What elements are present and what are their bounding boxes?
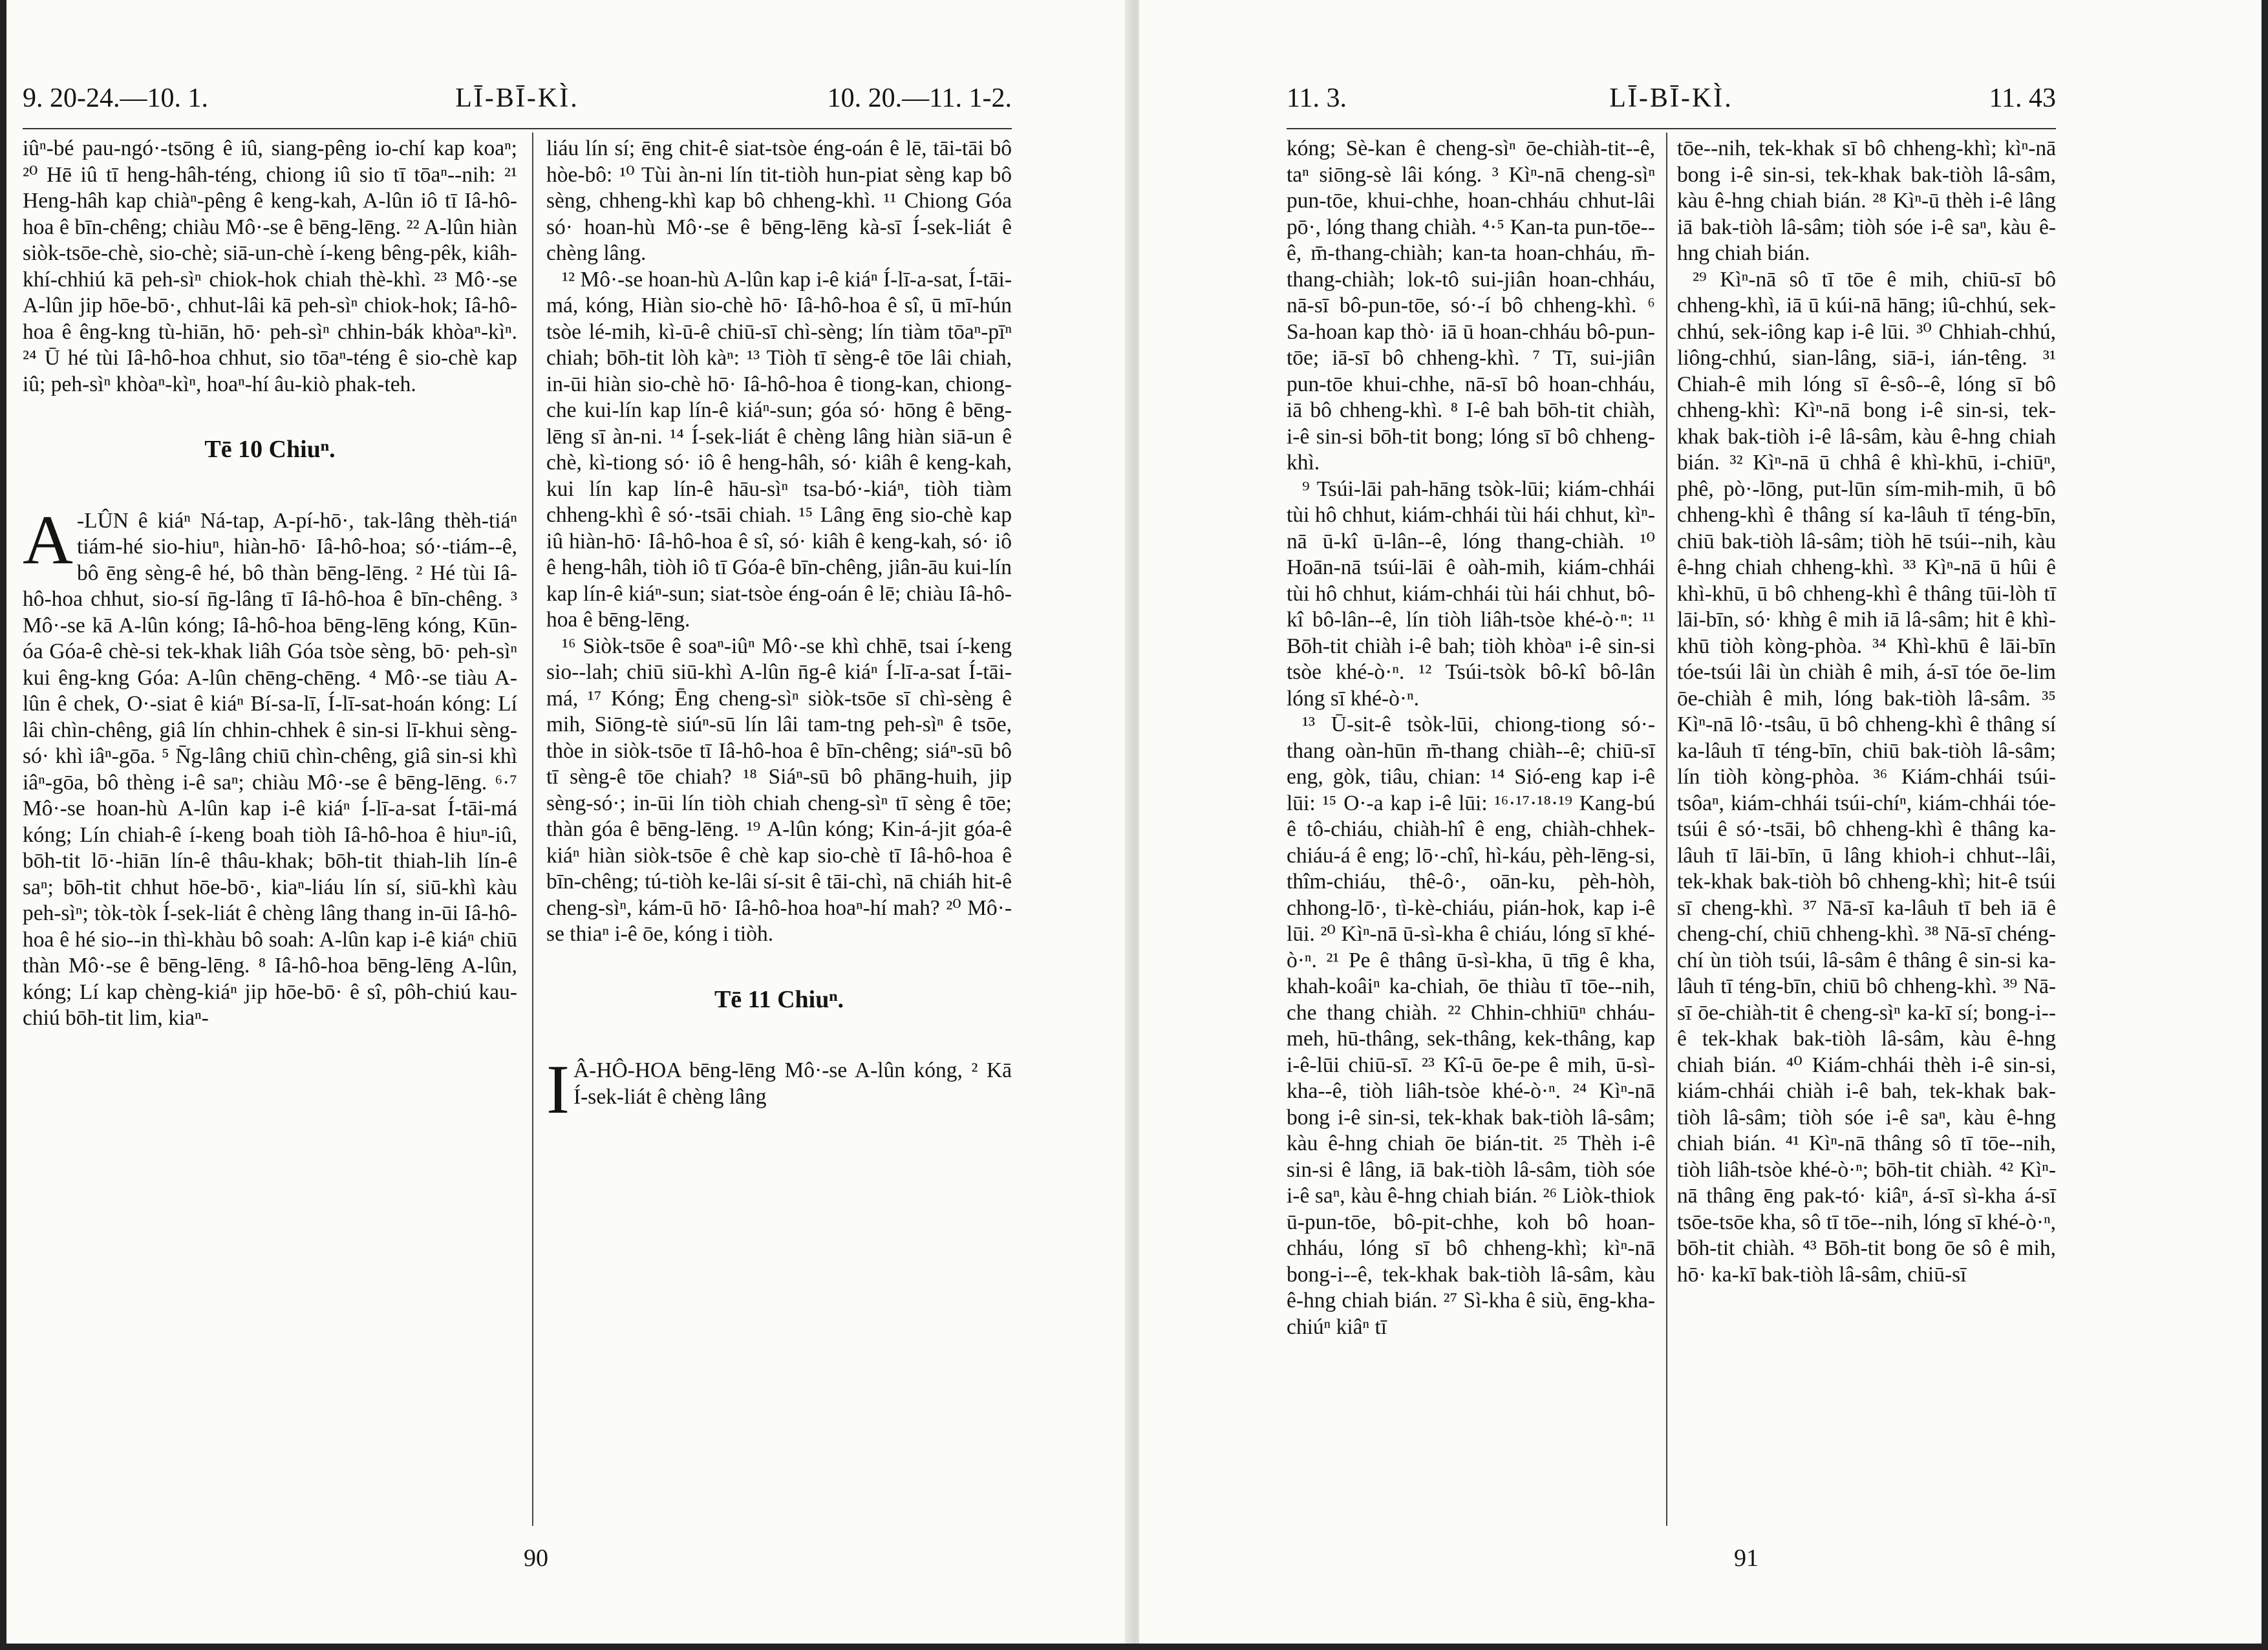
drop-cap: A [23, 501, 73, 579]
header-rule [1287, 128, 2056, 129]
drop-cap: I [546, 1051, 570, 1128]
chapter-heading: Tē 10 Chiuⁿ. [204, 436, 336, 463]
column-divider [1666, 133, 1667, 1526]
paragraph: iûⁿ-bé pau-ngó·-tsōng ê iû, siang-pêng io-chí kap koaⁿ; ²⁰ Hē iû tī heng-hâh-téng, chiong iû sio tī tōaⁿ--nih: ²¹ Heng-hâh kap chiàⁿ-pêng ê keng-kah, A-lûn iô tī Iâ-hô-hoa ê bīn-chêng; chiàu Mô·-se ê bēng-lēng. ²² A-lûn hiàn siòk-tsōe-chè, sio-chè; siā-un-chè í-keng bêng-pêk, kiâh-khí-chhiú kā peh-sìⁿ chiok-hok chiah thè-khì. ²³ Mô·-se A-lûn jip hōe-bō·, chhut-lâi kā peh-sìⁿ chiok-hok; Iâ-hô-hoa ê êng-kng tù-hiān, hō· peh-sìⁿ chhin-bák khòaⁿ-kìⁿ. ²⁴ Ū hé tùi Iâ-hô-hoa chhut, sio tōaⁿ-téng ê sio-chè kap iû; peh-sìⁿ khòaⁿ-kìⁿ, hoaⁿ-hí âu-kiò phak-teh. [23, 136, 517, 396]
page-number: 90 [524, 1545, 548, 1572]
column-divider [532, 133, 533, 1526]
chapter-opening-paragraph [546, 1051, 1012, 1128]
paragraph-text: -LÛN ê kiáⁿ Ná-tap, A-pí-hō·, tak-lâng thèh-tiáⁿ tiám-hé sio-hiuⁿ, hiàn-hō· Iâ-hô-hoa; só·-tiám--ê, bô ēng sèng-ê hé, bô thàn bēng-lēng. ² Hé tùi Iâ-hô-hoa chhut, sio-sí n̄g-lâng tī Iâ-hô-hoa ê bīn-chêng. ³ Mô·-se kā A-lûn kóng; Iâ-hô-hoa bēng-lēng kóng, Kūn-óa Góa-ê chè-si tek-khak liâh Góa tsòe sèng, bō· peh-sìⁿ kui êng-kng Góa: A-lûn chēng-chēng. ⁴ Mô·-se tiàu A-lûn ê chek, O·-siat ê kiáⁿ Bí-sa-lī, Í-lī-sat-hoán kóng: Lí lâi chìn-chêng, giâ lín chhin-chhek ê sin-si lī-khui sèng-só· khì iâⁿ-gōa. ⁵ N̄g-lâng chiū chìn-chêng, giâ sin-si khì iâⁿ-gōa, bô thèng i-ê saⁿ; chiàu Mô·-se ê bēng-lēng. ⁶·⁷ Mô·-se hoan-hù A-lûn kap i-ê kiáⁿ Í-lī-a-sat Í-tāi-má kóng; Lín chiah-ê í-keng boah tiòh Iâ-hô-hoa ê hiuⁿ-iû, bōh-tit lō·-hiān lín-ê thâu-khak; bōh-tit thiah-lih lín-ê saⁿ; bōh-tit chhut hōe-bō·, kiaⁿ-liáu lín sí, siū-khì kàu peh-sìⁿ; tòk-tòk Í-sek-liát ê chèng lâng thang in-ūi Iâ-hô-hoa ê hé sio--in thì-khàu bô soah: A-lûn kap i-ê kiáⁿ chiū thàn Mô·-se ê bēng-lēng. ⁸ Iâ-hô-hoa bēng-lēng A-lûn, kóng; Lí kap chèng-kiáⁿ jip hōe-bō· ê sî, pôh-chiú kau-chiú bōh-tit lim, kiaⁿ- [23, 508, 517, 1030]
header-book-title: LĪ-BĪ-KÌ. [455, 83, 579, 113]
header-verse-range-left: 11. 3. [1287, 83, 1347, 113]
chapter-heading: Tē 11 Chiuⁿ. [714, 985, 844, 1013]
header-verse-range-left: 9. 20-24.—10. 1. [23, 83, 208, 113]
paragraph: tōe--nih, tek-khak sī bô chheng-khì; kìⁿ-nā bong i-ê sin-si, tek-khak bak-tiòh lâ-sâm, kàu ê-hng chiah bián. ²⁸ Kìⁿ-ū thèh i-ê lâng iā bak-tiòh lâ-sâm; tiòh sóe i-ê saⁿ, kàu ê-hng chiah bián. [1677, 136, 2056, 265]
scan-edge-left [0, 0, 6, 1650]
paragraph: ¹³ Ū-sit-ê tsòk-lūi, chiong-tiong só·-thang oàn-hūn m̄-thang chiàh--ê; chiū-sī eng, gòk, tiâu, chian: ¹⁴ Sió-eng kap i-ê lūi: ¹⁵ O·-a kap i-ê lūi: ¹⁶·¹⁷·¹⁸·¹⁹ Kang-bú ê tô-chiáu, chiàh-hî ê eng, chiàh-chhek-chiáu-á ê eng; lō·-chî, hì-káu, pèh-lēng-si, thîm-chiáu, thê-ô·, oān-ku, pèh-hòh, chhong-lō·, tì-kè-chiáu, pián-hok, kap i-ê lūi. ²⁰ Kìⁿ-nā ū-sì-kha ê chiáu, lóng sī khé-ò·ⁿ. ²¹ Pe ê thâng ū-sì-kha, ū tn̄g ê kha, khah-koâiⁿ ka-chiah, ōe thiàu tī tōe--nih, che thang chiàh. ²² Chhin-chhiūⁿ chháu-meh, hū-thâng, sek-thâng, kek-thâng, kap i-ê-lūi chiū-sī. ²³ Kî-ū ōe-pe ê mih, ū-sì-kha--ê, tiòh liâh-tsòe khé-ò·ⁿ. ²⁴ Kìⁿ-nā bong i-ê sin-si, tek-khak bak-tiòh lâ-sâm; kàu ê-hng chiah ōe bián-tit. ²⁵ Thèh i-ê sin-si ê lâng, iā bak-tiòh lâ-sâm, tiòh sóe i-ê saⁿ, kàu ê-hng chiah bián. ²⁶ Liòk-thiok ū-pun-tōe, bô-pit-chhe, koh bô hoan-chháu, lóng sī bô chheng-khì; kìⁿ-nā bong-i--ê, tek-khak bak-tiòh lâ-sâm, kàu ê-hng chiah bián. ²⁷ Sì-kha ê siù, ēng-kha-chiúⁿ kiâⁿ tī [1287, 712, 1655, 1339]
header-verse-range-right: 11. 43 [1989, 83, 2056, 113]
right-column-1 [1287, 136, 1655, 1340]
left-page [0, 0, 1130, 1650]
right-column-2 [1677, 136, 2056, 1288]
right-page [1139, 0, 2268, 1650]
header-rule [23, 128, 1012, 129]
paragraph: ¹⁶ Siòk-tsōe ê soaⁿ-iûⁿ Mô·-se khì chhē, tsai í-keng sio--lah; chiū siū-khì A-lûn n̄g-ê kiáⁿ Í-lī-a-sat Í-tāi-má, ¹⁷ Kóng; Ēng cheng-sìⁿ siòk-tsōe sī chì-sèng ê mih, Siōng-tè siúⁿ-sū lín lâi tam-tng peh-sìⁿ ê tsōe, thòe in siòk-tsōe tī Iâ-hô-hoa ê bīn-chêng; siáⁿ-sū bô tī sèng-ê tōe chiah? ¹⁸ Siáⁿ-sū bô phāng-huih, jip sèng-só·; in-ūi lín tiòh chiah cheng-sìⁿ tī sèng ê tōe; thàn góa ê bēng-lēng. ¹⁹ A-lûn kóng; Kin-á-jit góa-ê kiáⁿ hiàn siòk-tsōe ê chè kap sio-chè tī Iâ-hô-hoa ê bīn-chêng; tú-tiòh ke-lâi sí-sit ê tāi-chì, nā chiáh hit-ê cheng-sìⁿ, kám-ū hō· Iâ-hô-hoa hoaⁿ-hí mah? ²⁰ Mô·-se thiaⁿ i-ê ōe, kóng i tiòh. [546, 634, 1012, 946]
paragraph: liáu lín sí; ēng chit-ê siat-tsòe éng-oán ê lē, tāi-tāi bô hòe-bô: ¹⁰ Tùi àn-ni lín tit-tiòh hun-piat sèng kap bô sèng, chheng-khì kap bô chheng-khì. ¹¹ Chiong Góa só· hoan-hù Mô·-se ê bēng-lēng kà-sī Í-sek-liát ê chèng lâng. [546, 136, 1012, 265]
header-verse-range-right: 10. 20.—11. 1-2. [827, 83, 1012, 113]
paragraph: ⁹ Tsúi-lāi pah-hāng tsòk-lūi; kiám-chhái tùi hô chhut, kiám-chhái tùi hái chhut, kìⁿ-nā ū-kî ū-lân--ê, lóng thang-chiàh. ¹⁰ Hoān-nā tsúi-lāi ê oàh-mih, kiám-chhái tùi hô chhut, kiám-chhái tùi hái chhut, bô-kî bô-lân--ê, lín tiòh liâh-tsòe khé-ò·ⁿ: ¹¹ Bōh-tit chiàh i-ê bah; tiòh khòaⁿ i-ê sin-si tsòe khé-ò·ⁿ. ¹² Tsúi-tsòk bô-kî bô-lân lóng sī khé-ò·ⁿ. [1287, 477, 1655, 711]
left-column-1 [23, 136, 517, 1032]
running-header [23, 83, 1012, 122]
left-column-2 [546, 136, 1012, 1128]
scan-edge-bottom [0, 1644, 2268, 1650]
paragraph: ¹² Mô·-se hoan-hù A-lûn kap i-ê kiáⁿ Í-lī-a-sat, Í-tāi-má, kóng, Hiàn sio-chè hō· Iâ-hô-hoa ê sî, ū mī-hún tsòe lé-mih, kì-ū-ê chiū-sī chì-sèng; lín tiàm tōaⁿ-pīⁿ chiah; bōh-tit lòh kàⁿ: ¹³ Tiòh tī sèng-ê tōe lâi chiah, in-ūi hiàn sio-chè hō· Iâ-hô-hoa ê tiong-kan, chiong-che kui-lín kap lín-ê kiáⁿ-sun; góa só· hōng ê bēng-lēng sī àn-ni. ¹⁴ Í-sek-liát ê chèng lâng hiàn siā-un ê chè, kì-tiong só· iô ê heng-hâh, só· kiâh ê keng-kah, kui lín kap lín-ê hāu-sìⁿ tsa-bó·-kiáⁿ, tiòh tiàm chheng-khì ê só·-tsāi chiah. ¹⁵ Lâng ēng sio-chè kap iû hiàn-hō· Iâ-hô-hoa ê sî, só· kiâh ê keng-kah, só· iô ê heng-hâh, tiòh iô tī Góa-ê bīn-chêng, jiân-āu kui-lín kap lín-ê kiáⁿ-sun; siat-tsòe éng-oán ê lē; chiàu Iâ-hô-hoa ê bēng-lēng. [546, 267, 1012, 632]
running-header [1287, 83, 2056, 122]
chapter-opening-paragraph [23, 501, 517, 1032]
header-book-title: LĪ-BĪ-KÌ. [1609, 83, 1733, 113]
paragraph: ²⁹ Kìⁿ-nā sô tī tōe ê mih, chiū-sī bô chheng-khì, iā ū kúi-nā hāng; iû-chhú, sek-chhú, sek-iông kap i-ê lūi. ³⁰ Chhiah-chhú, liông-chhú, sian-lâng, siā-i, ián-têng. ³¹ Chiah-ê mih lóng sī ê-sô--ê, lóng sī bô chheng-khì: Kìⁿ-nā bong i-ê sin-si, tek-khak bak-tiòh i-ê lâ-sâm, kàu ê-hng chiah bián. ³² Kìⁿ-nā ū chhâ ê khì-khū, i-chiūⁿ, phê, pò·-lōng, put-lūn sím-mih-mih, ū bô chheng-khì ê thâng sí ka-lâuh tī téng-bīn, chiū bak-tiòh lâ-sâm; tiòh hē tsúi--nih, kàu ê-hng chiah chheng-khì. ³³ Kìⁿ-nā ū hûi ê khì-khū, ū bô chheng-khì ê thâng tūi-lòh tī lāi-bīn, só· khǹg ê mih iā lâ-sâm; hit ê khì-khū tiòh kòng-phòa. ³⁴ Khì-khū ê lāi-bīn tóe-tsúi lâi ùn chiàh ê mih, á-sī tóe ōe-lim ōe-chiàh ê mih, lóng bak-tiòh lâ-sâm. ³⁵ Kìⁿ-nā lô·-tsâu, ū bô chheng-khì ê thâng sí ka-lâuh tī téng-bīn, chiū bak-tiòh lâ-sâm; lín tiòh kòng-phòa. ³⁶ Kiám-chhái tsúi-tsôaⁿ, kiám-chhái tsúi-chíⁿ, kiám-chhái tóe-tsúi ê só·-tsāi, bô chheng-khì ê thâng ka-lâuh tī lāi-bīn, ū lâng khioh-i chhut--lâi, tek-khak bak-tiòh bô chheng-khì; hit-ê tsúi sī cheng-khì. ³⁷ Nā-sī ka-lâuh tī beh iā ê cheng-chí, chiū chheng-khì. ³⁸ Nā-sī chéng-chí ùn tiòh tsúi, lâ-sâm ê thâng ê sin-si ka-lâuh tī téng-bīn, chiū bô chheng-khì. ³⁹ Nā-sī ōe-chiàh-tit ê cheng-sìⁿ ka-kī sí; bong-i--ê tek-khak bak-tiòh lâ-sâm, kàu ê-hng chiah bián. ⁴⁰ Kiám-chhái thèh i-ê sin-si, kiám-chhái chiàh i-ê bah, tek-khak bak-tiòh lâ-sâm; tiòh sóe i-ê saⁿ, kàu ê-hng chiah bián. ⁴¹ Kìⁿ-nā thâng sô tī tōe--nih, tiòh liâh-tsòe khé-ò·ⁿ; bōh-tit chiàh. ⁴² Kìⁿ-nā thâng ēng pak-tó· kiâⁿ, á-sī sì-kha á-sī tsōe-tsōe kha, sô tī tōe--nih, lóng sī khé-ò·ⁿ, bōh-tit chiàh. ⁴³ Bōh-tit bong ōe sô ê mih, hō· ka-kī bak-tiòh lâ-sâm, chiū-sī [1677, 267, 2056, 1287]
paragraph: kóng; Sè-kan ê cheng-sìⁿ ōe-chiàh-tit--ê, taⁿ siōng-sè lâi kóng. ³ Kìⁿ-nā cheng-sìⁿ pun-tōe, khui-chhe, hoan-chháu chhut-lâi pō·, lóng thang chiàh. ⁴·⁵ Kan-ta pun-tōe--ê, m̄-thang-chiàh; kan-ta hoan-chháu, m̄-thang-chiàh; lok-tô sui-jiân hoan-chháu, nā-sī bô-pun-tōe, só·-í bô chheng-khì. ⁶ Sa-hoan kap thò· iā ū hoan-chháu bô-pun-tōe; iā-sī bô chheng-khì. ⁷ Tī, sui-jiân pun-tōe khui-chhe, nā-sī bô hoan-chháu, iā bô chheng-khì. ⁸ I-ê bah bōh-tit chiàh, i-ê sin-si bōh-tit bong; lóng sī bô chheng-khì. [1287, 136, 1655, 475]
page-number: 91 [1734, 1545, 1759, 1572]
scan-edge-right [2262, 0, 2268, 1650]
paragraph-text: Â-HÔ-HOA bēng-lēng Mô·-se A-lûn kóng, ² Kā Í-sek-liát ê chèng lâng [573, 1058, 1012, 1109]
